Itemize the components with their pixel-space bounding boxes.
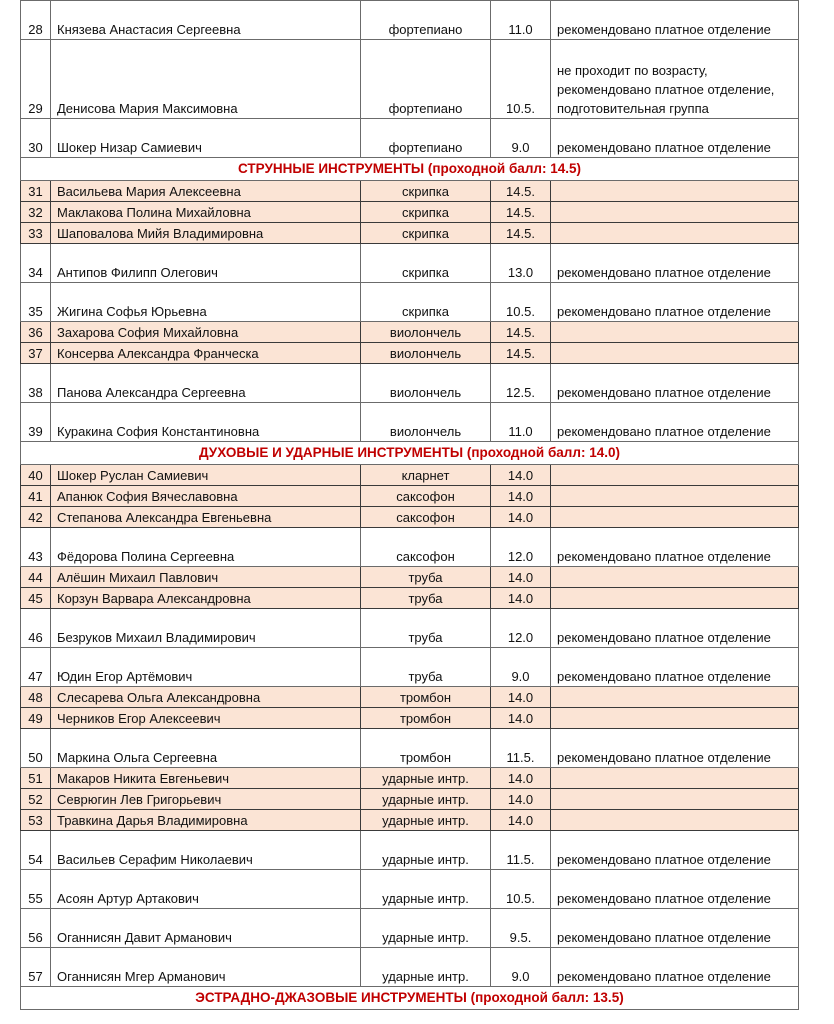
recommendation-note: рекомендовано платное отделение — [551, 729, 799, 768]
student-name: Оганнисян Мгер Арманович — [51, 948, 361, 987]
student-name: Степанова Александра Евгеньевна — [51, 507, 361, 528]
table-row — [21, 528, 799, 567]
table-row — [21, 507, 799, 528]
row-number: 43 — [21, 528, 51, 567]
instrument: скрипка — [361, 283, 491, 322]
student-name: Юдин Егор Артёмович — [51, 648, 361, 687]
instrument: ударные интр. — [361, 831, 491, 870]
student-name: Асоян Артур Артакович — [51, 870, 361, 909]
recommendation-note: рекомендовано платное отделение — [551, 1, 799, 40]
row-number: 31 — [21, 181, 51, 202]
table-row — [21, 403, 799, 442]
recommendation-note — [551, 465, 799, 486]
table-row — [21, 870, 799, 909]
section-header: ЭСТРАДНО-ДЖАЗОВЫЕ ИНСТРУМЕНТЫ (проходной балл: 13.5) — [21, 987, 799, 1010]
recommendation-note: рекомендовано платное отделение — [551, 909, 799, 948]
table-row — [21, 687, 799, 708]
table-row — [21, 831, 799, 870]
recommendation-note: не проходит по возрасту, рекомендовано платное отделение, подготовительная группа — [551, 40, 799, 119]
table-row — [21, 181, 799, 202]
instrument: саксофон — [361, 486, 491, 507]
recommendation-note: рекомендовано платное отделение — [551, 948, 799, 987]
instrument: виолончель — [361, 322, 491, 343]
recommendation-note: рекомендовано платное отделение — [551, 283, 799, 322]
table-row — [21, 588, 799, 609]
instrument: ударные интр. — [361, 948, 491, 987]
instrument: виолончель — [361, 364, 491, 403]
recommendation-note — [551, 223, 799, 244]
score: 14.0 — [491, 507, 551, 528]
row-number: 35 — [21, 283, 51, 322]
recommendation-note — [551, 343, 799, 364]
recommendation-note — [551, 588, 799, 609]
score: 14.0 — [491, 789, 551, 810]
student-name: Маклакова Полина Михайловна — [51, 202, 361, 223]
instrument: скрипка — [361, 244, 491, 283]
student-name: Панова Александра Сергеевна — [51, 364, 361, 403]
instrument: труба — [361, 648, 491, 687]
student-name: Жигина Софья Юрьевна — [51, 283, 361, 322]
student-name: Шаповалова Мийя Владимировна — [51, 223, 361, 244]
student-name: Корзун Варвара Александровна — [51, 588, 361, 609]
recommendation-note — [551, 687, 799, 708]
row-number: 40 — [21, 465, 51, 486]
table-row — [21, 1, 799, 40]
recommendation-note — [551, 708, 799, 729]
instrument: ударные интр. — [361, 768, 491, 789]
row-number: 47 — [21, 648, 51, 687]
recommendation-note: рекомендовано платное отделение — [551, 403, 799, 442]
score: 12.0 — [491, 609, 551, 648]
recommendation-note: рекомендовано платное отделение — [551, 244, 799, 283]
instrument: скрипка — [361, 181, 491, 202]
student-name: Травкина Дарья Владимировна — [51, 810, 361, 831]
table-row — [21, 948, 799, 987]
instrument: труба — [361, 567, 491, 588]
row-number: 53 — [21, 810, 51, 831]
instrument: виолончель — [361, 343, 491, 364]
score: 9.5. — [491, 909, 551, 948]
score: 14.0 — [491, 465, 551, 486]
row-number: 52 — [21, 789, 51, 810]
table-row — [21, 486, 799, 507]
table-row — [21, 343, 799, 364]
row-number: 29 — [21, 40, 51, 119]
row-number: 57 — [21, 948, 51, 987]
instrument: ударные интр. — [361, 789, 491, 810]
section-header-row — [21, 987, 799, 1010]
row-number: 45 — [21, 588, 51, 609]
instrument: ударные интр. — [361, 810, 491, 831]
recommendation-note — [551, 507, 799, 528]
table-row — [21, 648, 799, 687]
table-row — [21, 322, 799, 343]
score: 14.0 — [491, 687, 551, 708]
table-row — [21, 708, 799, 729]
recommendation-note: рекомендовано платное отделение — [551, 119, 799, 158]
recommendation-note — [551, 810, 799, 831]
row-number: 36 — [21, 322, 51, 343]
table-row — [21, 768, 799, 789]
student-name: Захарова София Михайловна — [51, 322, 361, 343]
instrument: ударные интр. — [361, 909, 491, 948]
instrument: скрипка — [361, 223, 491, 244]
row-number: 44 — [21, 567, 51, 588]
score: 13.0 — [491, 244, 551, 283]
student-name: Безруков Михаил Владимирович — [51, 609, 361, 648]
recommendation-note: рекомендовано платное отделение — [551, 609, 799, 648]
score: 9.0 — [491, 648, 551, 687]
table-row — [21, 364, 799, 403]
table-row — [21, 119, 799, 158]
instrument: труба — [361, 588, 491, 609]
row-number: 33 — [21, 223, 51, 244]
row-number: 54 — [21, 831, 51, 870]
recommendation-note: рекомендовано платное отделение — [551, 648, 799, 687]
score: 14.5. — [491, 223, 551, 244]
row-number: 41 — [21, 486, 51, 507]
score: 11.5. — [491, 729, 551, 768]
section-header-row — [21, 158, 799, 181]
table-row — [21, 202, 799, 223]
score: 11.5. — [491, 831, 551, 870]
section-header: ДУХОВЫЕ И УДАРНЫЕ ИНСТРУМЕНТЫ (проходной балл: 14.0) — [21, 442, 799, 465]
instrument: ударные интр. — [361, 870, 491, 909]
student-name: Маркина Ольга Сергеевна — [51, 729, 361, 768]
row-number: 55 — [21, 870, 51, 909]
recommendation-note — [551, 768, 799, 789]
row-number: 56 — [21, 909, 51, 948]
table-row — [21, 609, 799, 648]
row-number: 37 — [21, 343, 51, 364]
table-row — [21, 567, 799, 588]
row-number: 49 — [21, 708, 51, 729]
row-number: 38 — [21, 364, 51, 403]
results-table — [20, 0, 799, 1010]
score: 10.5. — [491, 870, 551, 909]
table-row — [21, 810, 799, 831]
results-table-body — [21, 1, 799, 1010]
score: 9.0 — [491, 119, 551, 158]
score: 11.0 — [491, 1, 551, 40]
score: 14.5. — [491, 322, 551, 343]
student-name: Шокер Руслан Самиевич — [51, 465, 361, 486]
score: 14.0 — [491, 567, 551, 588]
instrument: кларнет — [361, 465, 491, 486]
score: 14.5. — [491, 181, 551, 202]
recommendation-note — [551, 486, 799, 507]
student-name: Фёдорова Полина Сергеевна — [51, 528, 361, 567]
score: 14.5. — [491, 202, 551, 223]
score: 12.0 — [491, 528, 551, 567]
recommendation-note: рекомендовано платное отделение — [551, 831, 799, 870]
score: 14.0 — [491, 810, 551, 831]
score: 14.5. — [491, 343, 551, 364]
row-number: 28 — [21, 1, 51, 40]
student-name: Апанюк София Вячеславовна — [51, 486, 361, 507]
instrument: фортепиано — [361, 119, 491, 158]
recommendation-note: рекомендовано платное отделение — [551, 528, 799, 567]
recommendation-note: рекомендовано платное отделение — [551, 364, 799, 403]
score: 11.0 — [491, 403, 551, 442]
recommendation-note — [551, 322, 799, 343]
table-row — [21, 465, 799, 486]
instrument: скрипка — [361, 202, 491, 223]
recommendation-note — [551, 789, 799, 810]
section-header-row — [21, 442, 799, 465]
student-name: Денисова Мария Максимовна — [51, 40, 361, 119]
recommendation-note — [551, 181, 799, 202]
student-name: Антипов Филипп Олегович — [51, 244, 361, 283]
student-name: Васильева Мария Алексеевна — [51, 181, 361, 202]
row-number: 30 — [21, 119, 51, 158]
row-number: 48 — [21, 687, 51, 708]
table-row — [21, 729, 799, 768]
score: 14.0 — [491, 708, 551, 729]
row-number: 50 — [21, 729, 51, 768]
student-name: Оганнисян Давит Арманович — [51, 909, 361, 948]
table-row — [21, 283, 799, 322]
score: 14.0 — [491, 486, 551, 507]
student-name: Алёшин Михаил Павлович — [51, 567, 361, 588]
row-number: 34 — [21, 244, 51, 283]
table-row — [21, 909, 799, 948]
instrument: тромбон — [361, 708, 491, 729]
student-name: Консерва Александра Франческа — [51, 343, 361, 364]
instrument: виолончель — [361, 403, 491, 442]
instrument: фортепиано — [361, 1, 491, 40]
recommendation-note: рекомендовано платное отделение — [551, 870, 799, 909]
student-name: Черников Егор Алексеевич — [51, 708, 361, 729]
score: 9.0 — [491, 948, 551, 987]
recommendation-note — [551, 567, 799, 588]
admission-results-sheet — [20, 0, 816, 1010]
score: 14.0 — [491, 768, 551, 789]
table-row — [21, 40, 799, 119]
table-row — [21, 789, 799, 810]
score: 14.0 — [491, 588, 551, 609]
student-name: Слесарева Ольга Александровна — [51, 687, 361, 708]
instrument: тромбон — [361, 687, 491, 708]
instrument: саксофон — [361, 528, 491, 567]
student-name: Шокер Низар Самиевич — [51, 119, 361, 158]
instrument: тромбон — [361, 729, 491, 768]
row-number: 39 — [21, 403, 51, 442]
student-name: Куракина София Константиновна — [51, 403, 361, 442]
student-name: Макаров Никита Евгеньевич — [51, 768, 361, 789]
row-number: 32 — [21, 202, 51, 223]
instrument: саксофон — [361, 507, 491, 528]
instrument: труба — [361, 609, 491, 648]
instrument: фортепиано — [361, 40, 491, 119]
student-name: Васильев Серафим Николаевич — [51, 831, 361, 870]
row-number: 46 — [21, 609, 51, 648]
recommendation-note — [551, 202, 799, 223]
section-header: СТРУННЫЕ ИНСТРУМЕНТЫ (проходной балл: 14.5) — [21, 158, 799, 181]
row-number: 51 — [21, 768, 51, 789]
score: 12.5. — [491, 364, 551, 403]
score: 10.5. — [491, 40, 551, 119]
table-row — [21, 223, 799, 244]
table-row — [21, 244, 799, 283]
score: 10.5. — [491, 283, 551, 322]
student-name: Князева Анастасия Сергеевна — [51, 1, 361, 40]
student-name: Севрюгин Лев Григорьевич — [51, 789, 361, 810]
row-number: 42 — [21, 507, 51, 528]
